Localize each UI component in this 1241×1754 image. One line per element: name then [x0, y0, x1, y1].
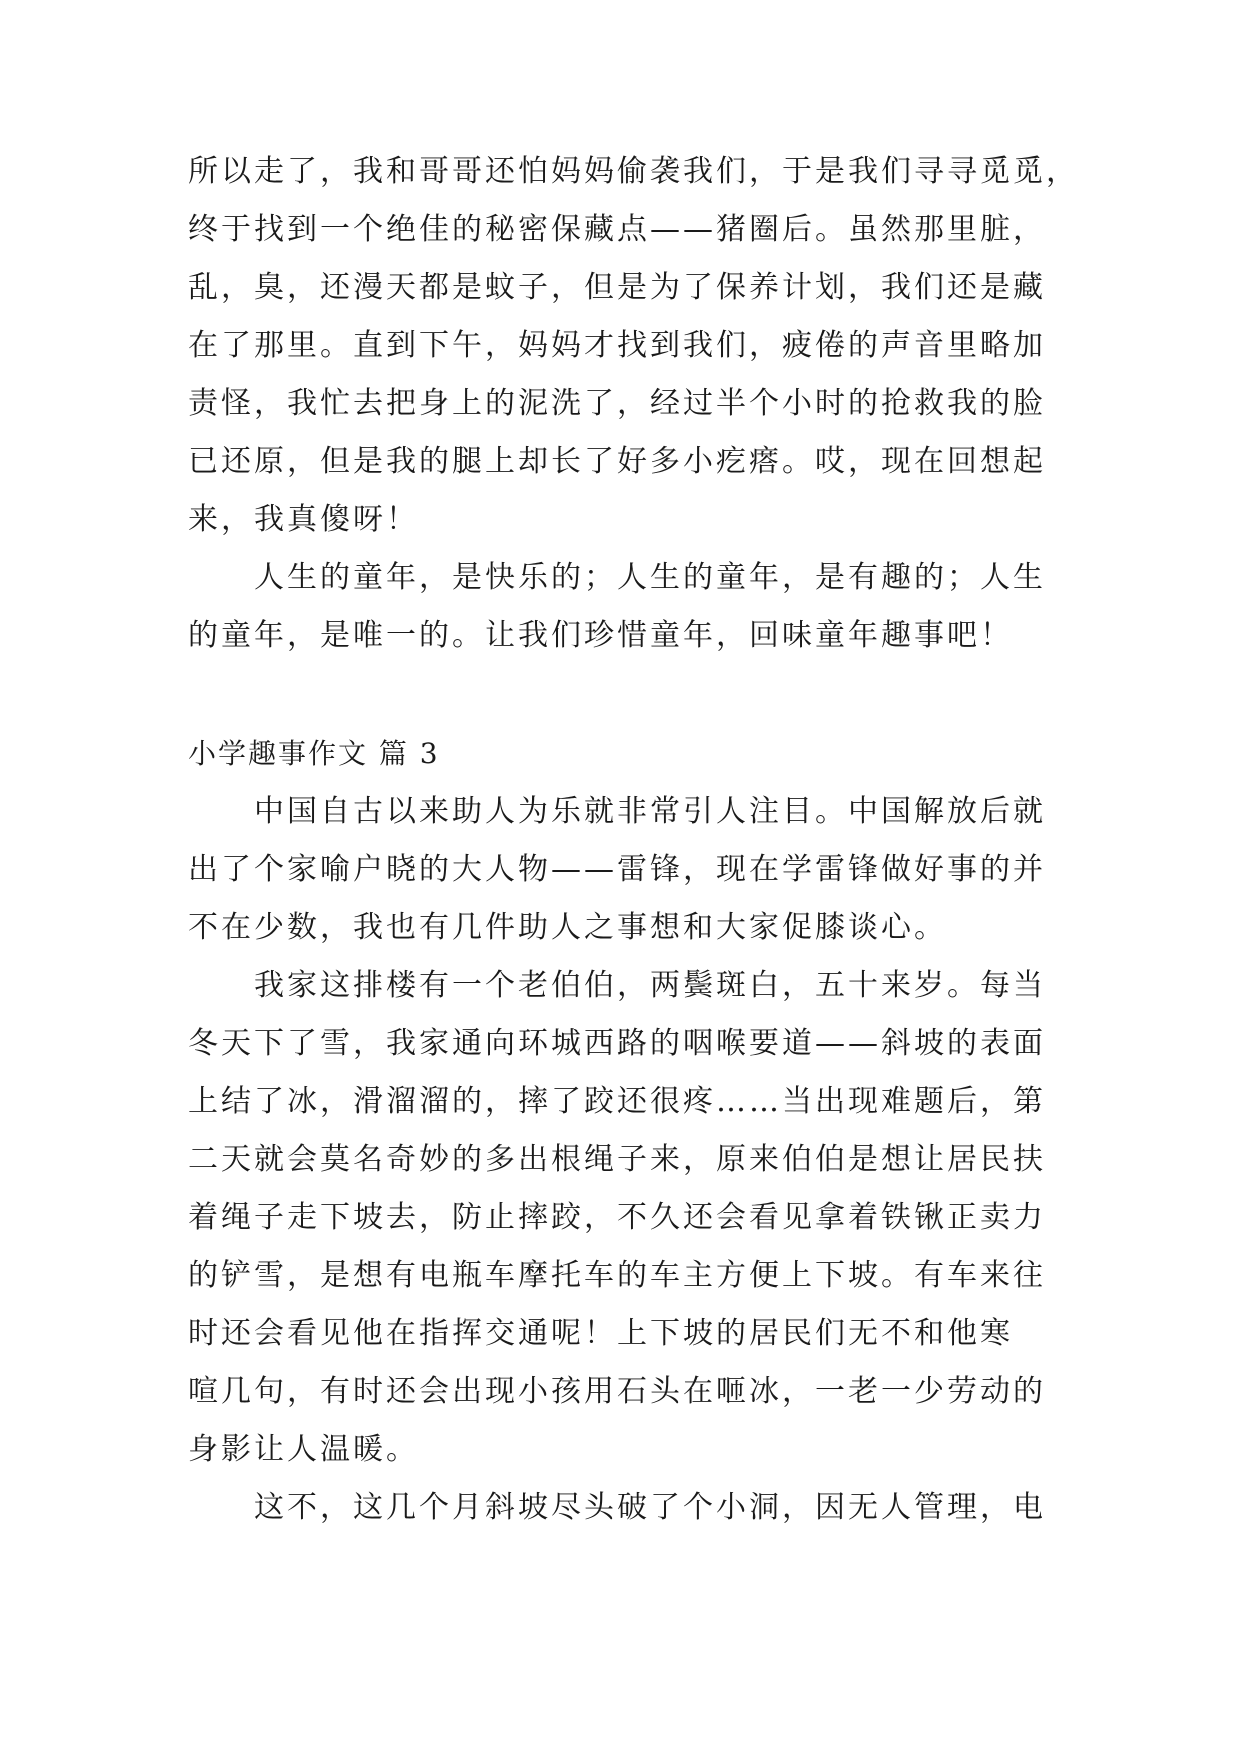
paragraph-line: 身影让人温暖。 — [188, 1432, 419, 1467]
paragraph-line: 这不，这几个月斜坡尽头破了个小洞，因无人管理，电 — [254, 1490, 1046, 1525]
paragraph-line: 人生的童年，是快乐的；人生的童年，是有趣的；人生 — [254, 560, 1046, 595]
paragraph-line: 我家这排楼有一个老伯伯，两鬓斑白，五十来岁。每当 — [254, 968, 1046, 1003]
paragraph-line: 二天就会莫名奇妙的多出根绳子来，原来伯伯是想让居民扶 — [188, 1142, 1046, 1177]
paragraph-line: 着绳子走下坡去，防止摔跤，不久还会看见拿着铁锹正卖力 — [188, 1200, 1046, 1235]
paragraph-line: 来，我真傻呀！ — [188, 502, 419, 537]
paragraph-line: 喧几句，有时还会出现小孩用石头在咂冰，一老一少劳动的 — [188, 1374, 1046, 1409]
paragraph-line: 责怪，我忙去把身上的泥洗了，经过半个小时的抢救我的脸 — [188, 386, 1046, 421]
paragraph-line: 已还原，但是我的腿上却长了好多小疙瘩。哎，现在回想起 — [188, 444, 1046, 479]
paragraph-line: 终于找到一个绝佳的秘密保藏点——猪圈后。虽然那里脏， — [188, 212, 1046, 247]
paragraph-line: 所以走了，我和哥哥还怕妈妈偷袭我们，于是我们寻寻觅觅， — [188, 154, 1079, 189]
paragraph-line: 出了个家喻户晓的大人物——雷锋，现在学雷锋做好事的并 — [188, 852, 1046, 887]
paragraph-line: 上结了冰，滑溜溜的，摔了跤还很疼……当出现难题后，第 — [188, 1084, 1046, 1119]
paragraph-line: 的童年，是唯一的。让我们珍惜童年，回味童年趣事吧！ — [188, 618, 1013, 653]
paragraph-line: 乱，臭，还漫天都是蚊子，但是为了保养计划，我们还是藏 — [188, 270, 1046, 305]
section-title: 小学趣事作文 篇 3 — [188, 737, 440, 770]
paragraph-line: 中国自古以来助人为乐就非常引人注目。中国解放后就 — [254, 794, 1046, 829]
paragraph-line: 冬天下了雪，我家通向环城西路的咽喉要道——斜坡的表面 — [188, 1026, 1046, 1061]
paragraph-line: 的铲雪，是想有电瓶车摩托车的车主方便上下坡。有车来往 — [188, 1258, 1046, 1293]
paragraph-line: 不在少数，我也有几件助人之事想和大家促膝谈心。 — [188, 910, 947, 945]
paragraph-line: 在了那里。直到下午，妈妈才找到我们，疲倦的声音里略加 — [188, 328, 1046, 363]
paragraph-line: 时还会看见他在指挥交通呢！上下坡的居民们无不和他寒 — [188, 1316, 1013, 1351]
